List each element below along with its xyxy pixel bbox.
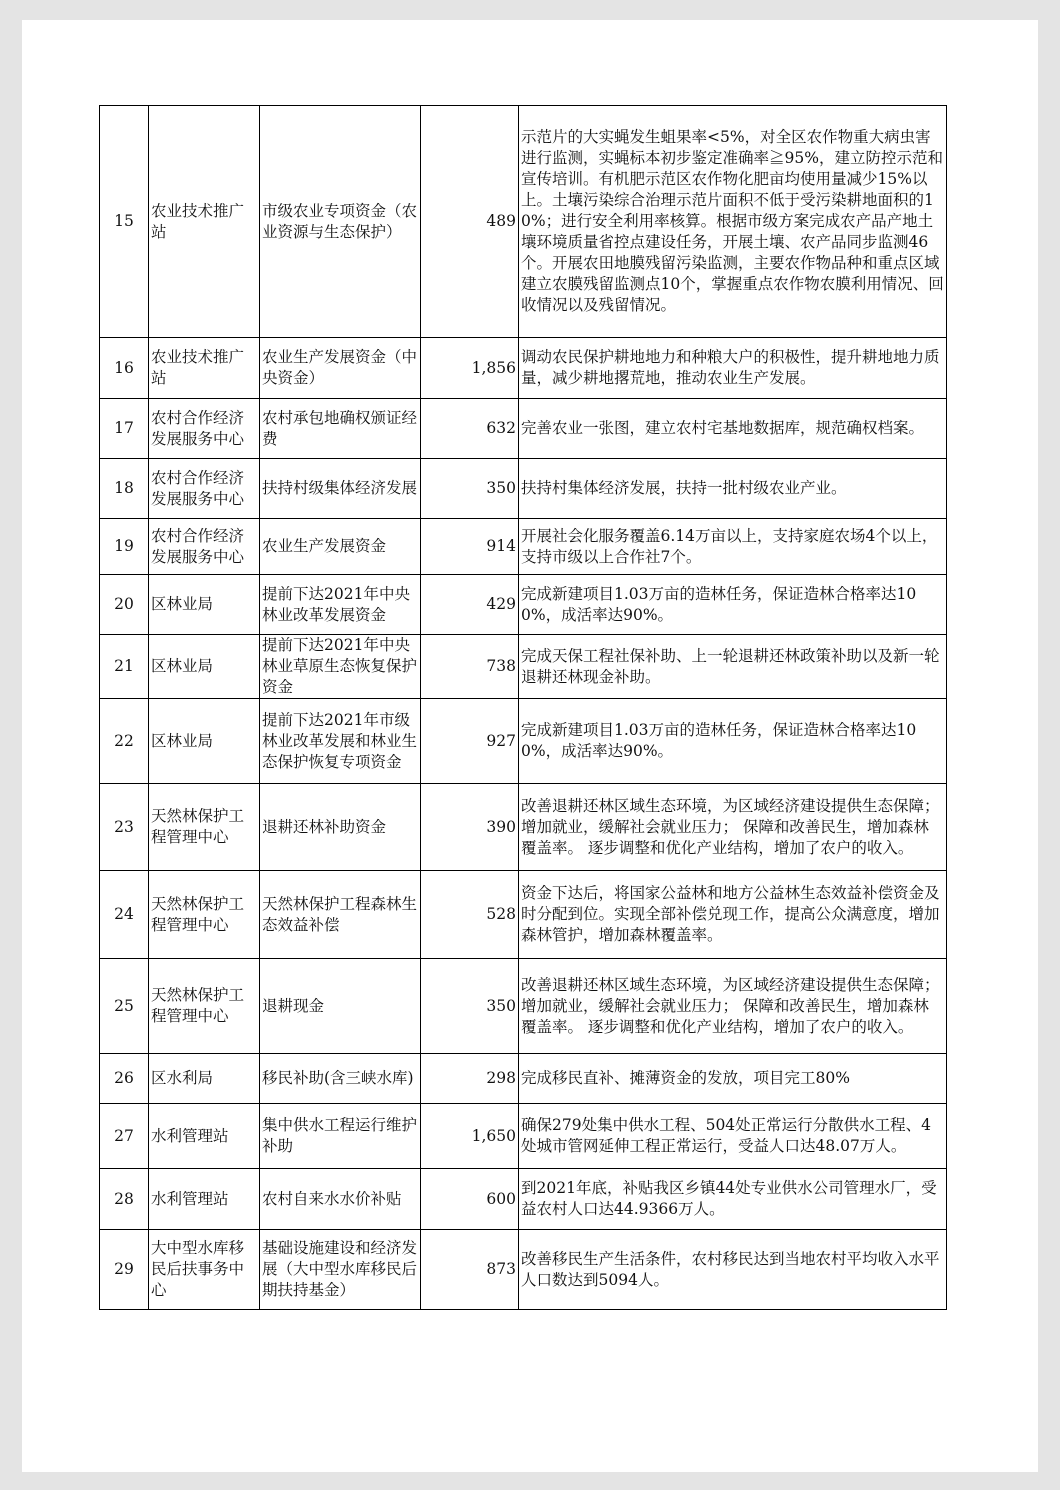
table-row: [100, 519, 947, 575]
description-cell: 到2021年底，补贴我区乡镇44处专业供水公司管理水厂，受益农村人口达44.9366万人。: [519, 1169, 947, 1230]
description-cell: 完成新建项目1.03万亩的造林任务，保证造林合格率达100%，成活率达90%。: [519, 699, 947, 784]
project-cell: 天然林保护工程森林生态效益补偿: [260, 871, 421, 959]
amount-cell: 429: [421, 575, 519, 635]
project-cell: 提前下达2021年中央林业草原生态恢复保护资金: [260, 635, 421, 699]
unit-cell: 区水利局: [149, 1054, 260, 1104]
project-cell: 移民补助(含三峡水库): [260, 1054, 421, 1104]
description-cell: 扶持村集体经济发展，扶持一批村级农业产业。: [519, 459, 947, 519]
funds-table-body: [100, 106, 947, 1310]
description-cell: 调动农民保护耕地地力和种粮大户的积极性，提升耕地地力质量，减少耕地撂荒地，推动农业生产发展。: [519, 338, 947, 399]
unit-cell: 农业技术推广站: [149, 106, 260, 338]
row-number: 16: [100, 338, 149, 399]
project-cell: 退耕还林补助资金: [260, 784, 421, 871]
funds-table: [99, 105, 947, 1310]
amount-cell: 873: [421, 1230, 519, 1310]
unit-cell: 区林业局: [149, 699, 260, 784]
amount-cell: 350: [421, 459, 519, 519]
description-cell: 改善退耕还林区域生态环境，为区域经济建设提供生态保障；增加就业，缓解社会就业压力； 保障和改善民生，增加森林覆盖率。 逐步调整和优化产业结构，增加了农户的收入。: [519, 784, 947, 871]
project-cell: 集中供水工程运行维护补助: [260, 1104, 421, 1169]
unit-cell: 农村合作经济发展服务中心: [149, 459, 260, 519]
project-cell: 提前下达2021年市级林业改革发展和林业生态保护恢复专项资金: [260, 699, 421, 784]
amount-cell: 927: [421, 699, 519, 784]
row-number: 25: [100, 959, 149, 1054]
unit-cell: 农村合作经济发展服务中心: [149, 399, 260, 459]
amount-cell: 489: [421, 106, 519, 338]
row-number: 19: [100, 519, 149, 575]
unit-cell: 水利管理站: [149, 1169, 260, 1230]
description-cell: 示范片的大实蝇发生蛆果率<5%，对全区农作物重大病虫害进行监测，实蝇标本初步鉴定准确率≧95%，建立防控示范和宣传培训。有机肥示范区农作物化肥亩均使用量减少15%以上。土壤污染综合治理示范片面积不低于受污染耕地面积的10%；进行安全利用率核算。根据市级方案完成农产品产地土壤环境质量省控点建设任务，开展土壤、农产品同步监测46个。开展农田地膜残留污染监测，主要农作物品种和重点区域建立农膜残留监测点10个，掌握重点农作物农膜利用情况、回收情况以及残留情况。: [519, 106, 947, 338]
unit-cell: 天然林保护工程管理中心: [149, 784, 260, 871]
description-cell: 改善移民生产生活条件，农村移民达到当地农村平均收入水平人口数达到5094人。: [519, 1230, 947, 1310]
amount-cell: 914: [421, 519, 519, 575]
amount-cell: 738: [421, 635, 519, 699]
unit-cell: 水利管理站: [149, 1104, 260, 1169]
table-row: [100, 106, 947, 338]
row-number: 28: [100, 1169, 149, 1230]
table-row: [100, 959, 947, 1054]
row-number: 22: [100, 699, 149, 784]
project-cell: 市级农业专项资金（农业资源与生态保护）: [260, 106, 421, 338]
row-number: 15: [100, 106, 149, 338]
description-cell: 完善农业一张图，建立农村宅基地数据库，规范确权档案。: [519, 399, 947, 459]
amount-cell: 1,650: [421, 1104, 519, 1169]
document-page: [22, 20, 1038, 1472]
unit-cell: 天然林保护工程管理中心: [149, 871, 260, 959]
amount-cell: 600: [421, 1169, 519, 1230]
unit-cell: 大中型水库移民后扶事务中心: [149, 1230, 260, 1310]
amount-cell: 350: [421, 959, 519, 1054]
table-row: [100, 1054, 947, 1104]
project-cell: 农业生产发展资金（中央资金）: [260, 338, 421, 399]
unit-cell: 区林业局: [149, 635, 260, 699]
table-row: [100, 635, 947, 699]
project-cell: 农村自来水水价补贴: [260, 1169, 421, 1230]
description-cell: 改善退耕还林区域生态环境，为区域经济建设提供生态保障；增加就业，缓解社会就业压力； 保障和改善民生，增加森林覆盖率。 逐步调整和优化产业结构，增加了农户的收入。: [519, 959, 947, 1054]
row-number: 24: [100, 871, 149, 959]
unit-cell: 区林业局: [149, 575, 260, 635]
description-cell: 开展社会化服务覆盖6.14万亩以上，支持家庭农场4个以上，支持市级以上合作社7个。: [519, 519, 947, 575]
row-number: 29: [100, 1230, 149, 1310]
table-row: [100, 699, 947, 784]
description-cell: 资金下达后，将国家公益林和地方公益林生态效益补偿资金及时分配到位。实现全部补偿兑现工作，提高公众满意度，增加森林管护，增加森林覆盖率。: [519, 871, 947, 959]
project-cell: 退耕现金: [260, 959, 421, 1054]
row-number: 26: [100, 1054, 149, 1104]
project-cell: 农业生产发展资金: [260, 519, 421, 575]
unit-cell: 农村合作经济发展服务中心: [149, 519, 260, 575]
amount-cell: 632: [421, 399, 519, 459]
row-number: 17: [100, 399, 149, 459]
row-number: 23: [100, 784, 149, 871]
description-cell: 完成移民直补、摊薄资金的发放，项目完工80%: [519, 1054, 947, 1104]
unit-cell: 天然林保护工程管理中心: [149, 959, 260, 1054]
unit-cell: 农业技术推广站: [149, 338, 260, 399]
row-number: 27: [100, 1104, 149, 1169]
description-cell: 确保279处集中供水工程、504处正常运行分散供水工程、4处城市管网延伸工程正常运行，受益人口达48.07万人。: [519, 1104, 947, 1169]
table-row: [100, 784, 947, 871]
table-row: [100, 399, 947, 459]
amount-cell: 528: [421, 871, 519, 959]
table-row: [100, 575, 947, 635]
table-row: [100, 1230, 947, 1310]
project-cell: 农村承包地确权颁证经费: [260, 399, 421, 459]
project-cell: 提前下达2021年中央林业改革发展资金: [260, 575, 421, 635]
table-row: [100, 1169, 947, 1230]
table-row: [100, 871, 947, 959]
project-cell: 扶持村级集体经济发展: [260, 459, 421, 519]
amount-cell: 1,856: [421, 338, 519, 399]
description-cell: 完成天保工程社保补助、上一轮退耕还林政策补助以及新一轮退耕还林现金补助。: [519, 635, 947, 699]
row-number: 18: [100, 459, 149, 519]
table-row: [100, 459, 947, 519]
row-number: 20: [100, 575, 149, 635]
amount-cell: 298: [421, 1054, 519, 1104]
amount-cell: 390: [421, 784, 519, 871]
row-number: 21: [100, 635, 149, 699]
project-cell: 基础设施建设和经济发展（大中型水库移民后期扶持基金）: [260, 1230, 421, 1310]
description-cell: 完成新建项目1.03万亩的造林任务，保证造林合格率达100%，成活率达90%。: [519, 575, 947, 635]
table-row: [100, 338, 947, 399]
table-row: [100, 1104, 947, 1169]
